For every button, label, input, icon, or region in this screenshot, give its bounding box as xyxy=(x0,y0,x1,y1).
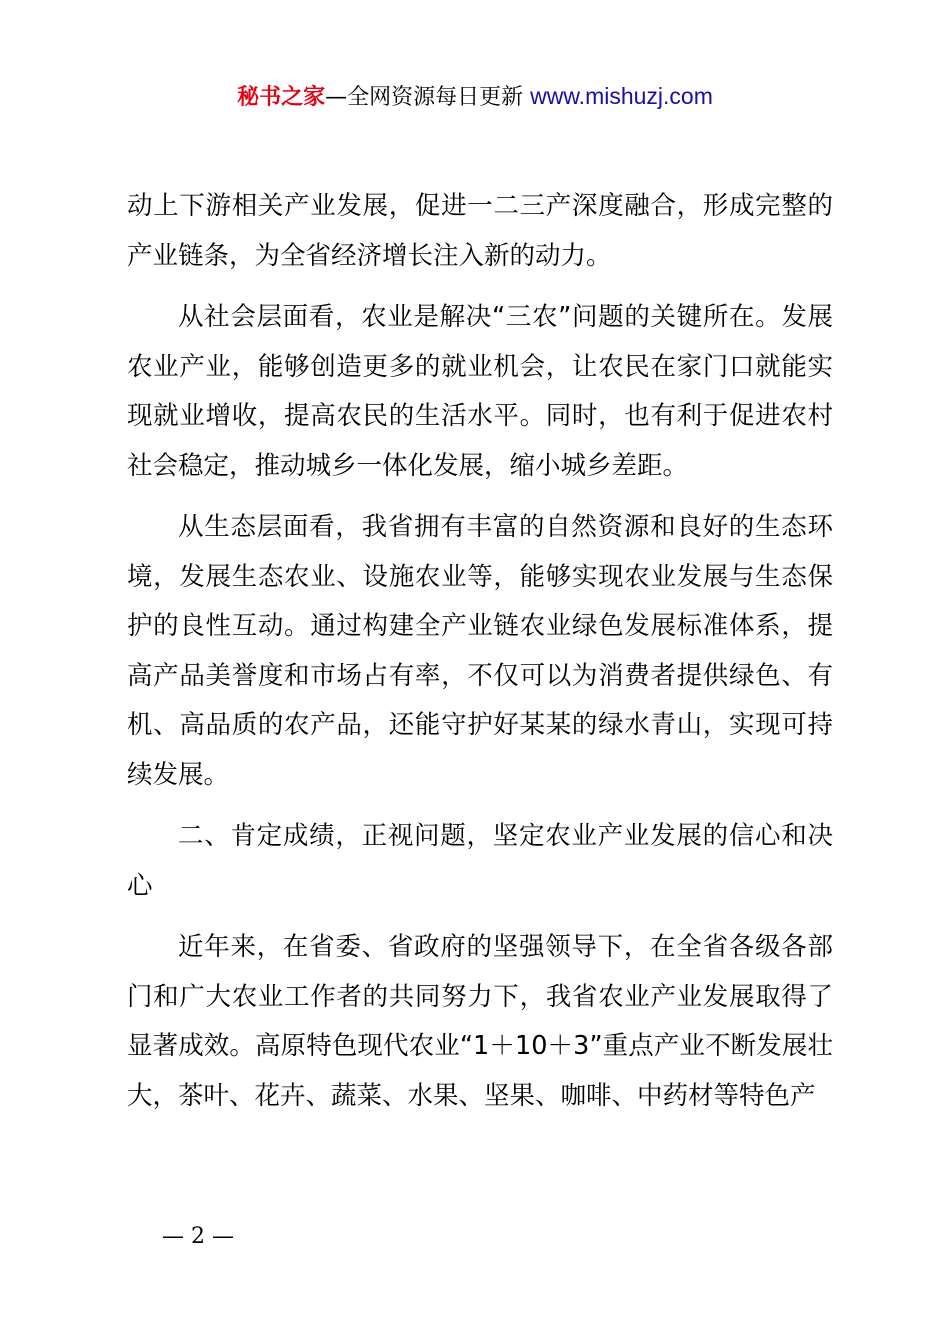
page-number: — 2 — xyxy=(162,1224,234,1249)
section-heading: 二、肯定成绩，正视问题，坚定农业产业发展的信心和决心 xyxy=(127,821,833,901)
document-body xyxy=(127,182,833,1133)
site-url-link[interactable]: www.mishuzj.com xyxy=(530,83,713,109)
brand-name: 秘书之家 xyxy=(237,85,326,110)
paragraph-continuation: 动上下游相关产业发展，促进一二三产深度融合，形成完整的产业链条，为全省经济增长注入新的动力。 xyxy=(127,191,833,271)
paragraph-achievements: 近年来，在省委、省政府的坚强领导下，在全省各级各部门和广大农业工作者的共同努力下，我省农业产业发展取得了显著成效。高原特色现代农业“1＋10＋3”重点产业不断发展壮大，茶叶、花卉、蔬菜、水果、坚果、咖啡、中药材等特色产 xyxy=(127,932,833,1111)
site-header xyxy=(0,80,950,114)
header-tagline: —全网资源每日更新 xyxy=(325,85,524,110)
paragraph-social: 从社会层面看，农业是解决“三农”问题的关键所在。发展农业产业，能够创造更多的就业机会，让农民在家门口就能实现就业增收，提高农民的生活水平。同时，也有利于促进农村社会稳定，推动城乡一体化发展，缩小城乡差距。 xyxy=(127,302,833,481)
paragraph-ecology: 从生态层面看，我省拥有丰富的自然资源和良好的生态环境，发展生态农业、设施农业等，能够实现农业发展与生态保护的良性互动。通过构建全产业链农业绿色发展标准体系，提高产品美誉度和市场占有率，不仅可以为消费者提供绿色、有机、高品质的农产品，还能守护好某某的绿水青山，实现可持续发展。 xyxy=(127,512,833,790)
